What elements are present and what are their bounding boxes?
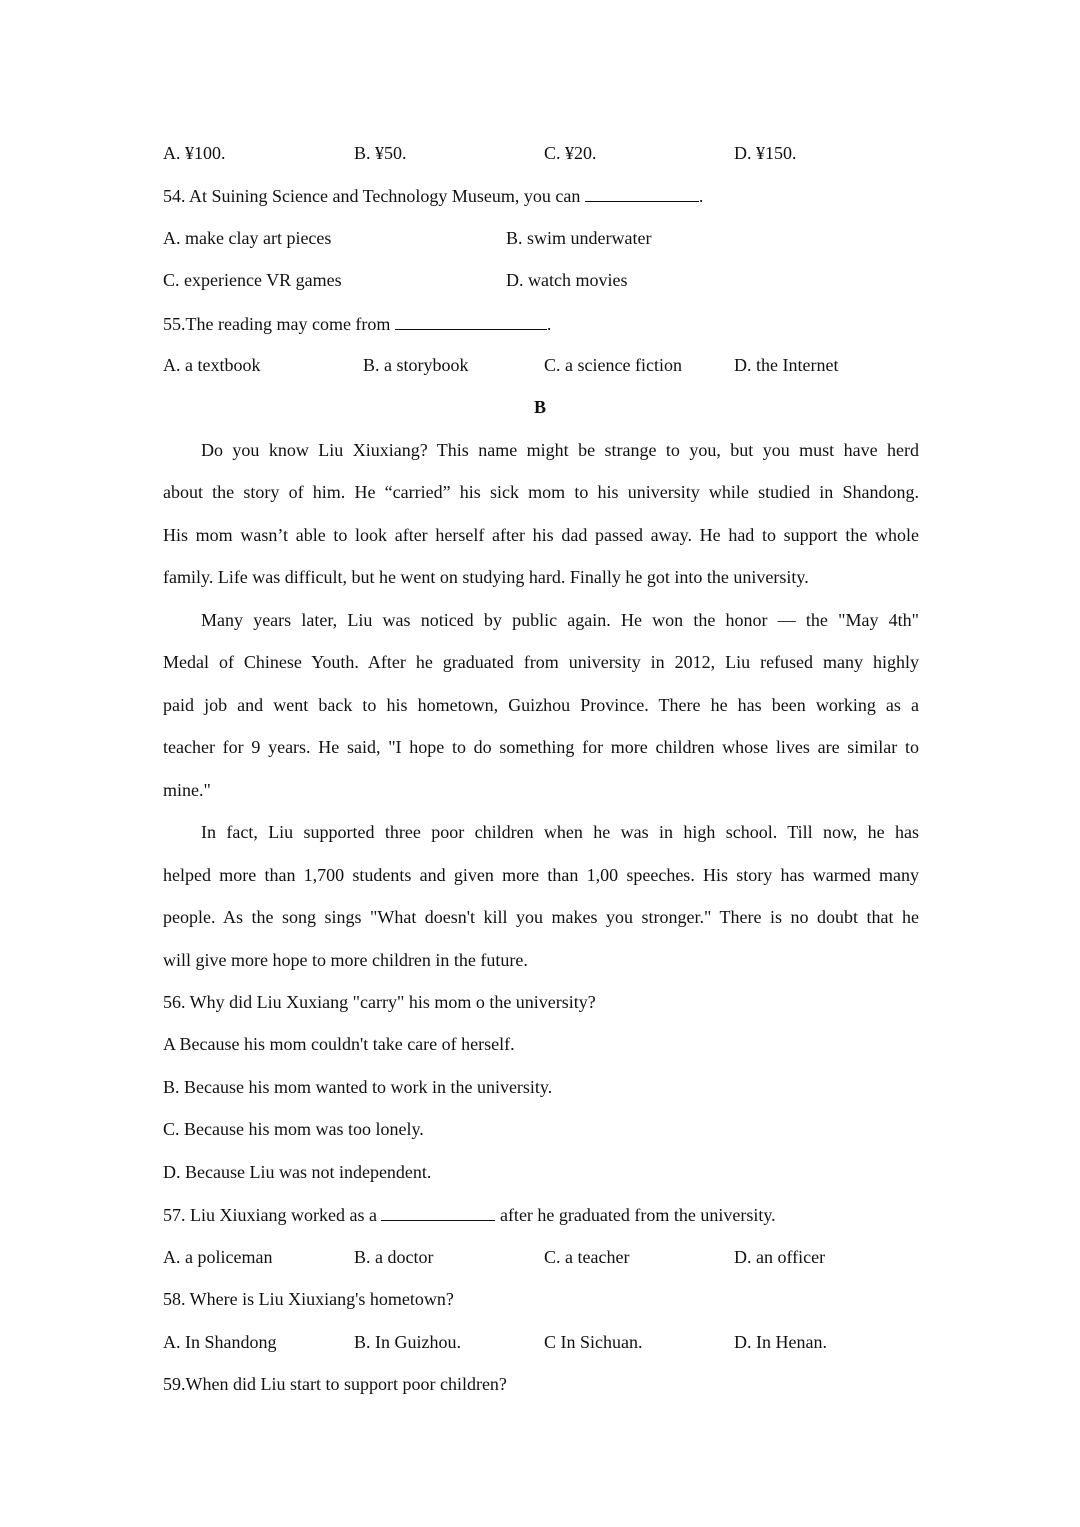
q53-option-a: A. ¥100.	[163, 143, 226, 163]
q57-option-b: B. a doctor	[354, 1247, 434, 1267]
q55-stem: 55.The reading may come from	[163, 314, 391, 334]
passage-line: teacher for 9 years. He said, "I hope to do something for more children whose lives are similar to	[163, 737, 919, 757]
q57-blank	[381, 1202, 495, 1221]
q54-option-b: B. swim underwater	[506, 228, 652, 248]
section-title: B	[533, 397, 546, 417]
q54-option-d: D. watch movies	[506, 270, 628, 290]
q57-end: after he graduated from the university.	[499, 1205, 776, 1225]
q56-option-c: C. Because his mom was too lonely.	[163, 1119, 424, 1139]
passage-line: about the story of him. He “carried” his sick mom to his university while studied in Shandong.	[163, 482, 919, 502]
q56-option-b: B. Because his mom wanted to work in the university.	[163, 1077, 553, 1097]
q57-option-d: D. an officer	[734, 1247, 826, 1267]
q58-option-a: A. In Shandong	[163, 1332, 277, 1352]
q58-question: 58. Where is Liu Xiuxiang's hometown?	[163, 1289, 454, 1309]
q54-end: .	[698, 186, 704, 206]
q58-option-d: D. In Henan.	[734, 1332, 827, 1352]
q55-option-d: D. the Internet	[734, 355, 839, 375]
q57-question	[163, 1202, 776, 1227]
passage-line: Many years later, Liu was noticed by public again. He won the honor — the "May 4th"	[201, 610, 919, 630]
q57-stem: 57. Liu Xiuxiang worked as a	[163, 1205, 377, 1225]
passage-line: His mom wasn’t able to look after herself after his dad passed away. He had to support the whole	[163, 525, 919, 545]
passage-line: people. As the song sings "What doesn't kill you makes you stronger." There is no doubt that he	[163, 907, 919, 927]
q55-option-c: C. a science fiction	[544, 355, 682, 375]
q59-question: 59.When did Liu start to support poor children?	[163, 1374, 507, 1394]
q53-option-c: C. ¥20.	[544, 143, 597, 163]
q55-option-b: B. a storybook	[363, 355, 469, 375]
q54-option-c: C. experience VR games	[163, 270, 342, 290]
q58-option-c: C In Sichuan.	[544, 1332, 643, 1352]
passage-line: helped more than 1,700 students and given more than 1,00 speeches. His story has warmed many	[163, 865, 919, 885]
q56-option-a: A Because his mom couldn't take care of herself.	[163, 1034, 515, 1054]
q54-question	[163, 183, 703, 208]
q53-option-b: B. ¥50.	[354, 143, 407, 163]
passage-line: paid job and went back to his hometown, Guizhou Province. There he has been working as a	[163, 695, 919, 715]
q56-question: 56. Why did Liu Xuxiang "carry" his mom o the university?	[163, 992, 596, 1012]
passage-line: will give more hope to more children in the future.	[163, 950, 528, 970]
passage-line: mine."	[163, 780, 211, 800]
q55-question	[163, 311, 551, 336]
q54-option-a: A. make clay art pieces	[163, 228, 332, 248]
q56-option-d: D. Because Liu was not independent.	[163, 1162, 432, 1182]
q57-option-a: A. a policeman	[163, 1247, 273, 1267]
passage-line: Do you know Liu Xiuxiang? This name might be strange to you, but you must have herd	[201, 440, 919, 460]
passage-line: Medal of Chinese Youth. After he graduated from university in 2012, Liu refused many highly	[163, 652, 919, 672]
q55-blank	[395, 311, 547, 330]
q55-end: .	[546, 314, 552, 334]
q58-option-b: B. In Guizhou.	[354, 1332, 461, 1352]
passage-line: In fact, Liu supported three poor children when he was in high school. Till now, he has	[201, 822, 919, 842]
q54-stem: 54. At Suining Science and Technology Museum, you can	[163, 186, 581, 206]
q57-option-c: C. a teacher	[544, 1247, 630, 1267]
q53-option-d: D. ¥150.	[734, 143, 797, 163]
passage-line: family. Life was difficult, but he went on studying hard. Finally he got into the university.	[163, 567, 809, 587]
q55-option-a: A. a textbook	[163, 355, 261, 375]
q54-blank	[585, 183, 699, 202]
